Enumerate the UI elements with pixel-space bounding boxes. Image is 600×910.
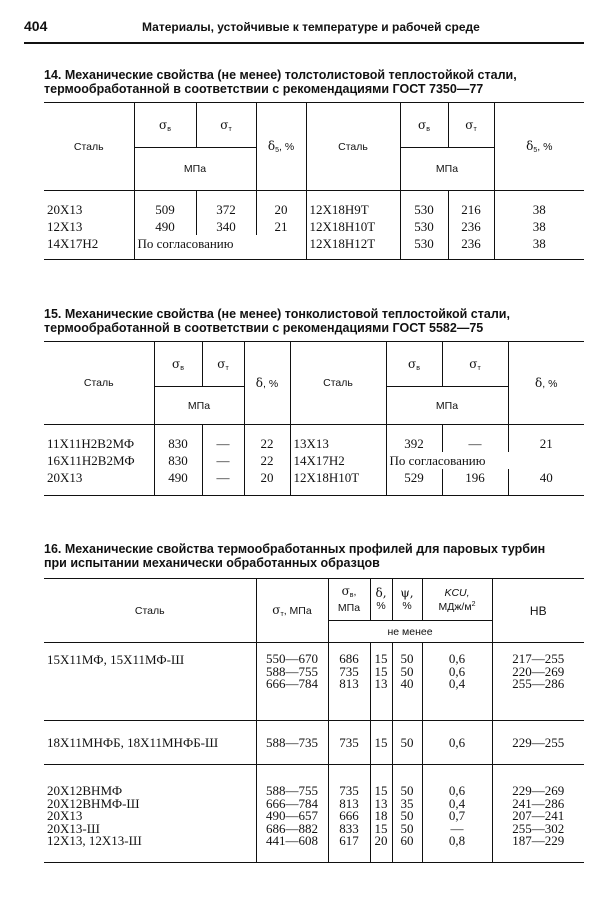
t16-h-min: не менее [328,621,492,643]
t15-h-sigma-t-right: $\sigma_т$ [442,342,508,387]
t15-h-sigma-b-left: $\sigma_в$ [154,342,202,387]
t15-row: 16Х11Н2В2МФ 830 — 22 14Х17Н2 По согласованию [44,452,584,469]
t15-row: 11Х11Н2В2МФ 830 — 22 13Х13 392 — 21 [44,425,584,453]
page-number: 404 [24,18,48,34]
table16-title-line2: при испытании механически обработанных образцов [44,556,380,570]
running-title: Материалы, устойчивые к температуре и рабочей среде [142,20,480,34]
table15-title-line2: термообработанной в соответствии с рекомендациями ГОСТ 5582—75 [44,321,484,335]
t16-h-uts: $\sigma_в$, МПа [328,579,370,621]
table15-title-line1: 15. Механические свойства (не менее) тонколистовой теплостойкой стали, [44,307,510,321]
t16-group-row: 20Х12ВНМФ 20Х12ВНМФ-Ш 20Х13 20Х13-Ш 12Х13, 12Х13-Ш 588—755 666—784 490—657 686—882 441—608 735 813 666 833 617 15 13 18 15 20 50 35 50 50 60 0,6 0,4 0,7 — 0,8 229—269 241—286 207—241 255—302 187—229 [44,765,584,863]
t15-h-sigma-b-right: $\sigma_в$ [386,342,442,387]
t15-h-delta-right: δ, % [508,342,584,425]
page-header [24,18,584,38]
t15-h-unit-left: МПа [154,387,244,425]
t15-h-unit-right: МПа [386,387,508,425]
t14-h-sigma-t-right: $\sigma_т$ [448,103,494,148]
t16-h-hb: НВ [492,579,584,643]
t14-row: 12Х13 490 340 21 12Х18Н10Т 530 236 38 [44,218,584,235]
t14-h-steel-right: Сталь [306,103,400,191]
table14-title-line2: термообработанной в соответствии с рекомендациями ГОСТ 7350—77 [44,82,484,96]
table14 [44,102,584,260]
t14-h-unit-right: МПа [400,148,494,191]
table14-title-line1: 14. Механические свойства (не менее) толстолистовой теплостойкой стали, [44,68,517,82]
t14-h-sigma-t-left: $\sigma_т$ [196,103,256,148]
t14-h-steel-left: Сталь [44,103,134,191]
t14-row: 20Х13 509 372 20 12Х18Н9Т 530 216 38 [44,191,584,219]
t15-h-sigma-t-left: $\sigma_т$ [202,342,244,387]
t15-h-delta-left: δ, % [244,342,290,425]
table16-title-line1: 16. Механические свойства термообработанных профилей для паровых турбин [44,542,546,556]
t16-h-kcu: KCU, МДж/$м^2$ [422,579,492,621]
header-rule [24,42,584,44]
t16-h-steel: Сталь [44,579,256,643]
t14-h-sigma-b-left: $\sigma_в$ [134,103,196,148]
t14-h-delta-right: $\delta_5$, % [494,103,584,191]
t16-h-psi: ψ, % [392,579,422,621]
t14-row: 14Х17Н2 По согласованию 12Х18Н12Т 530 236 38 [44,235,584,259]
t16-group-row: 18Х11МНФБ, 18Х11МНФБ-Ш 588—735 735 15 50 0,6 229—255 [44,721,584,765]
table16 [44,578,584,863]
t15-h-steel-left: Сталь [44,342,154,425]
t16-h-yield: $\sigma_т$, МПа [256,579,328,643]
t15-h-steel-right: Сталь [290,342,386,425]
table15 [44,341,584,496]
t16-h-delta: δ, % [370,579,392,621]
t16-group-row: 15Х11МФ, 15Х11МФ-Ш 550—670 588—755 666—784 686 735 813 15 15 13 50 50 40 0,6 0,6 0,4 217—255 220—269 255—286 [44,643,584,721]
t14-h-unit-left: МПа [134,148,256,191]
t14-h-delta-left: $\delta_5$, % [256,103,306,191]
t14-h-sigma-b-right: $\sigma_в$ [400,103,448,148]
t15-row: 20Х13 490 — 20 12Х18Н10Т 529 196 40 [44,469,584,495]
